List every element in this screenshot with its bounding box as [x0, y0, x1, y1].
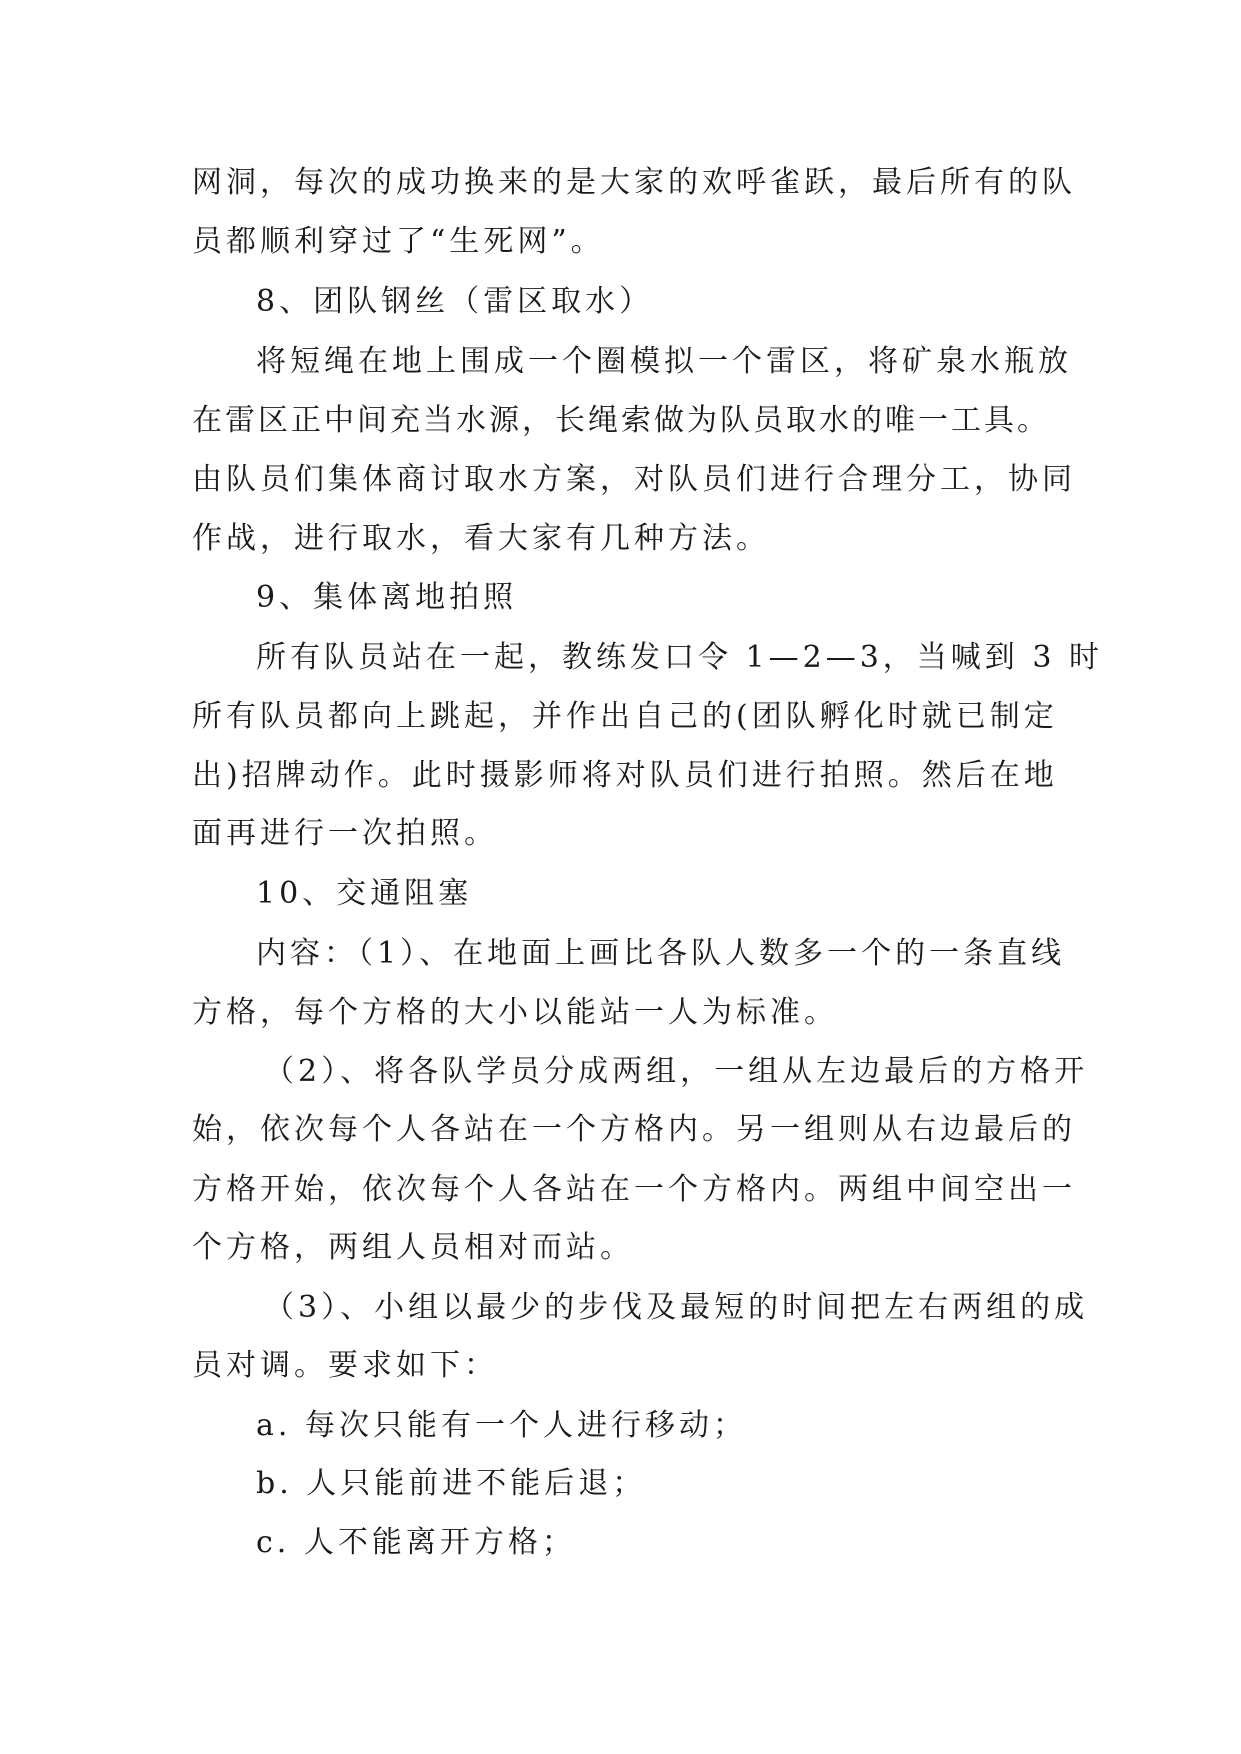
text-line: 将短绳在地上围成一个圈模拟一个雷区，将矿泉水瓶放: [256, 344, 1072, 379]
text-line: 网洞，每次的成功换来的是大家的欢呼雀跃，最后所有的队: [192, 165, 1076, 200]
text-line: 出)招牌动作。此时摄影师将对队员们进行拍照。然后在地: [192, 758, 1058, 793]
text-line: （2）、将各队学员分成两组，一组从左边最后的方格开: [264, 1054, 1089, 1089]
text-line: 方格，每个方格的大小以能站一人为标准。: [192, 995, 838, 1030]
text-line: 所有队员都向上跳起，并作出自己的(团队孵化时就已制定: [192, 699, 1058, 734]
section-heading: 8、团队钢丝（雷区取水）: [256, 284, 654, 319]
text-line: 由队员们集体商讨取水方案，对队员们进行合理分工，协同: [192, 462, 1076, 497]
section-heading: 10、交通阻塞: [256, 876, 473, 911]
section-heading: 9、集体离地拍照: [256, 580, 518, 615]
text-line: 面再进行一次拍照。: [192, 816, 498, 851]
text-line: 方格开始，依次每个人各站在一个方格内。两组中间空出一: [192, 1172, 1076, 1207]
text-line: 内容：（1）、在地面上画比各队人数多一个的一条直线: [256, 936, 1066, 971]
text-line: 作战，进行取水，看大家有几种方法。: [192, 521, 770, 556]
list-item: a. 每次只能有一个人进行移动；: [256, 1408, 747, 1443]
text-line: （3）、小组以最少的步伐及最短的时间把左右两组的成: [264, 1290, 1089, 1325]
text-line: 个方格，两组人员相对而站。: [192, 1230, 634, 1265]
text-line: 始，依次每个人各站在一个方格内。另一组则从右边最后的: [192, 1112, 1076, 1147]
text-line: 在雷区正中间充当水源，长绳索做为队员取水的唯一工具。: [192, 403, 1050, 438]
list-item: b. 人只能前进不能后退；: [256, 1466, 647, 1501]
text-line: 员都顺利穿过了“生死网”。: [192, 224, 605, 259]
list-item: c. 人不能离开方格；: [256, 1525, 576, 1560]
text-line: 员对调。要求如下：: [192, 1348, 498, 1383]
text-line: 所有队员站在一起，教练发口令 1—2—3，当喊到 3 时: [256, 640, 1103, 675]
